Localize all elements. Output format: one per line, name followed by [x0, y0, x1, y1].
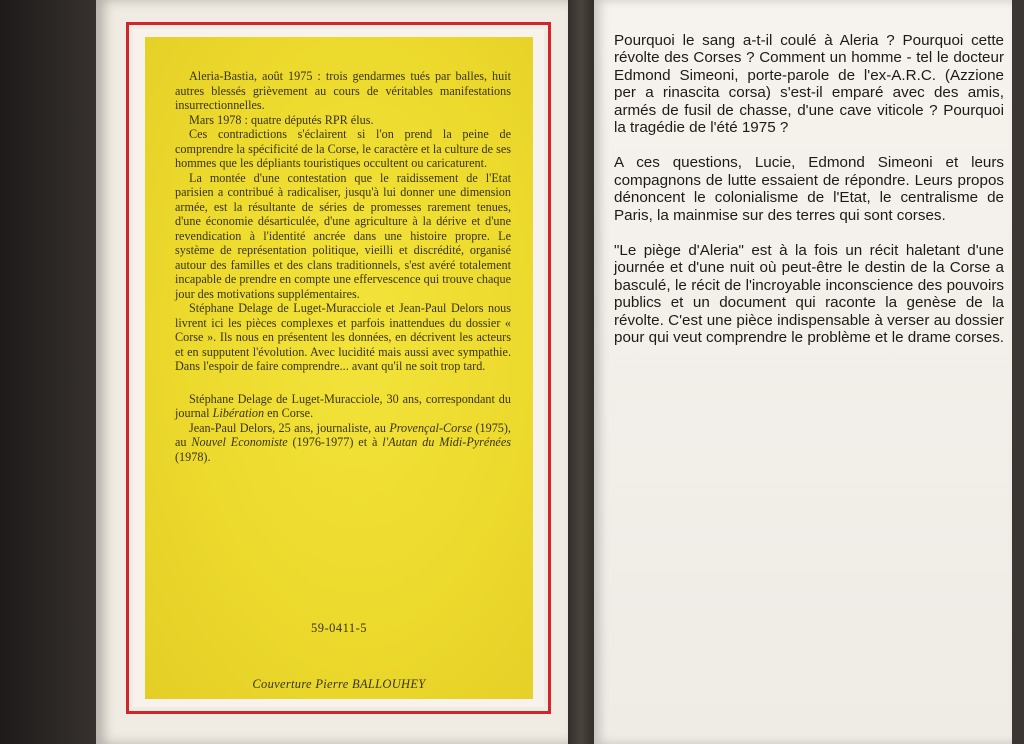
- cover-credit: Couverture Pierre BALLOUHEY: [252, 677, 426, 691]
- blurb-paragraph-3: Ces contradictions s'éclairent si l'on prend la peine de comprendre la spécificité de la Corse, le caractère et la culture de ses hommes que les dépliants touristiques occultent ou caricaturent.: [175, 127, 511, 170]
- page-paragraph-2: A ces questions, Lucie, Edmond Simeoni et leurs compagnons de lutte essaient de répondre. Leurs propos dénoncent le colonialisme de l'Etat, le centralisme de Paris, la mainmise sur des terres qui sont corses.: [614, 154, 1004, 224]
- back-cover: [96, 0, 568, 744]
- blurb-paragraph-5: Stéphane Delage de Luget-Muracciole et Jean-Paul Delors nous livrent ici les pièces complexes et parfois inattendues du dossier « Corse ». Ils nous en présentent les données, en décrivent les acteurs et en supputent l'évolution. Avec lucidité mais aussi avec sympathie. Dans l'espoir de faire comprendre... avant qu'il ne soit trop tard.: [175, 301, 511, 373]
- blurb-paragraph-4: La montée d'une contestation que le raidissement de l'Etat parisien a contribué à radicaliser, jusqu'à lui donner une dimension armée, est la résultante de séries de promesses rarement tenues, d'une économie désarticulée, d'une agriculture à la dérive et d'une revendication à l'identité ancrée dans une histoire propre. Le système de représentation politique, vieilli et discrédité, organisé autour des familles et des clans traditionnels, s'est avéré totalement incapable de prendre en compte une effervescence qui trouve chaque jour des motivations supplémentaires.: [175, 170, 511, 301]
- inside-page: [594, 0, 1012, 744]
- scan-background-right: [1012, 0, 1024, 744]
- book-gap: [566, 0, 596, 744]
- blurb-paragraph-2: Mars 1978 : quatre députés RPR élus.: [189, 112, 374, 127]
- scan-background-left: [0, 0, 110, 744]
- page-paragraph-3: "Le piège d'Aleria" est à la fois un récit haletant d'une journée et d'une nuit où peut-être le destin de la Corse a basculé, le récit de l'incroyable inconscience des pouvoirs publics et un document qui raconte la genèse de la révolte. C'est une pièce indispensable à verser au dossier pour qui veut comprendre le problème et le drame corses.: [614, 242, 1005, 347]
- author-bio-2: Jean-Paul Delors, 25 ans, journaliste, au Provençal-Corse (1975), au Nouvel Economiste (1976-1977) et à l'Autan du Midi-Pyrénées (1978).: [175, 420, 511, 464]
- blurb-paragraph-1: Aleria-Bastia, août 1975 : trois gendarmes tués par balles, huit autres blessés grièvement au cours de véritables manifestations insurrectionnelles.: [175, 69, 511, 112]
- isbn-code: 59-0411-5: [310, 621, 368, 635]
- red-border-frame: [126, 22, 551, 714]
- cover-blurb: [175, 69, 511, 374]
- author-bio-1: Stéphane Delage de Luget-Muracciole, 30 ans, correspondant du journal Libération en Corse.: [175, 391, 511, 420]
- page-paragraph-1: Pourquoi le sang a-t-il coulé à Aleria ? Pourquoi cette révolte des Corses ? Comment un homme - tel le docteur Edmond Simeoni, porte-parole de l'ex-A.R.C. (Azzione per a rinascita corsa) s'est-il emparé avec des amis, armés de fusil de chasse, d'une cave viticole ? Pourquoi la tragédie de l'été 1975 ?: [614, 32, 1004, 137]
- white-inner-frame: [133, 29, 544, 707]
- yellow-text-panel: [145, 37, 533, 699]
- author-bios: [175, 392, 511, 465]
